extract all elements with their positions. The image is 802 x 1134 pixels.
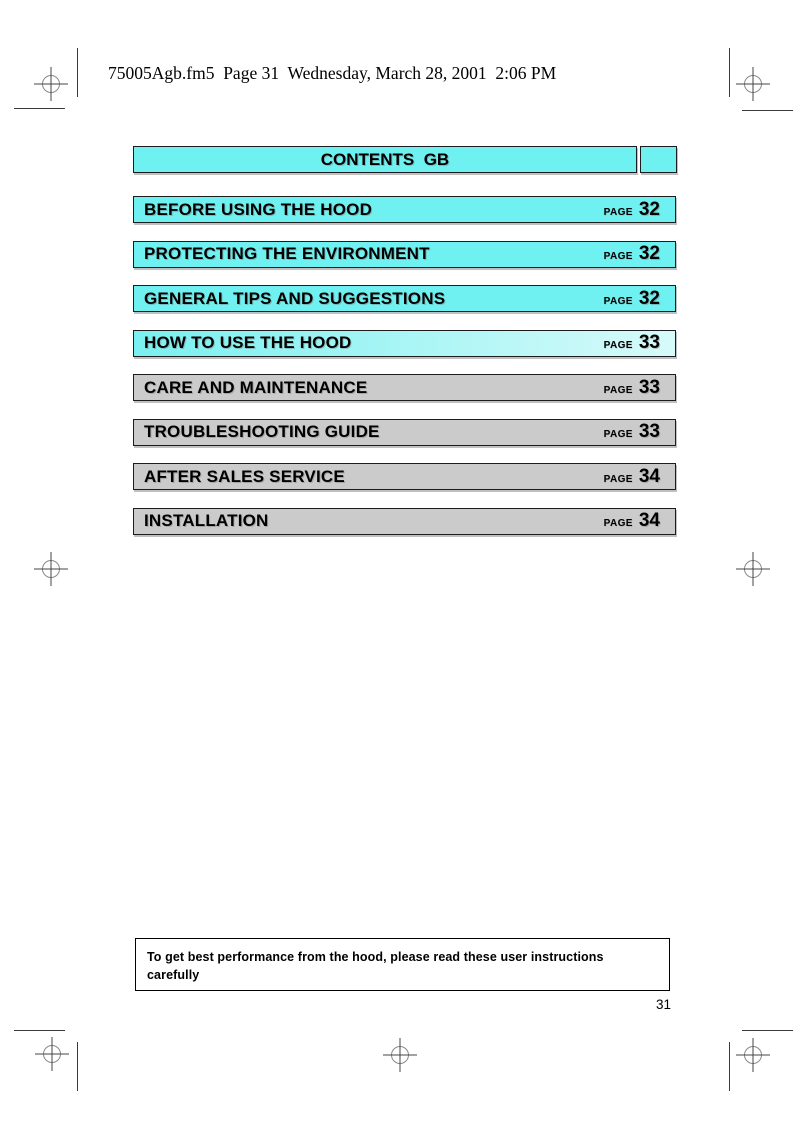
contents-side-box xyxy=(640,146,677,173)
crop-mark-line xyxy=(742,1030,793,1031)
toc-row xyxy=(133,241,676,268)
registration-mark-icon xyxy=(736,552,770,586)
page-label: PAGE xyxy=(603,429,633,440)
contents-title-bar xyxy=(133,146,637,173)
note-text: To get best performance from the hood, please read these user instructions carefully xyxy=(147,950,604,982)
page-label: PAGE xyxy=(603,518,633,529)
crop-mark-line xyxy=(729,48,730,97)
toc-list xyxy=(133,196,676,535)
registration-mark-icon xyxy=(383,1038,417,1072)
toc-entry-title: HOW TO USE THE HOOD xyxy=(144,333,352,352)
page-number-value: 32 xyxy=(638,287,660,309)
toc-row xyxy=(133,374,676,401)
registration-mark-icon xyxy=(736,67,770,101)
page-number-value: 34 xyxy=(638,465,660,487)
page-label: PAGE xyxy=(603,295,633,307)
registration-mark-icon xyxy=(35,1037,69,1071)
crop-mark-line xyxy=(729,1042,730,1091)
toc-entry-page xyxy=(604,421,660,443)
toc-entry-page xyxy=(604,199,660,221)
page-number-value: 33 xyxy=(638,332,660,353)
crop-mark-line xyxy=(14,1030,65,1031)
toc-row xyxy=(133,463,676,490)
toc-row xyxy=(133,508,676,535)
registration-mark-icon xyxy=(736,1038,770,1072)
toc-row xyxy=(133,419,676,446)
crop-mark-line xyxy=(77,48,78,97)
toc-entry-title: AFTER SALES SERVICE xyxy=(144,466,345,486)
page-number-value: 33 xyxy=(638,376,660,398)
toc-entry-page xyxy=(604,377,660,399)
page-number-value: 34 xyxy=(638,510,660,531)
toc-entry-page xyxy=(604,332,660,354)
toc-entry-page xyxy=(604,466,660,488)
toc-row xyxy=(133,285,676,312)
page-number-value: 32 xyxy=(638,243,660,264)
page-folio-number: 31 xyxy=(655,997,671,1012)
crop-mark-line xyxy=(742,110,793,111)
toc-entry-title: CARE AND MAINTENANCE xyxy=(144,377,368,397)
toc-entry-title: TROUBLESHOOTING GUIDE xyxy=(144,422,380,441)
toc-entry-page xyxy=(604,288,660,310)
note-box xyxy=(135,938,670,991)
page-label: PAGE xyxy=(603,340,633,351)
toc-entry-title: GENERAL TIPS AND SUGGESTIONS xyxy=(144,288,446,308)
toc-entry-title: BEFORE USING THE HOOD xyxy=(144,199,373,219)
page-label: PAGE xyxy=(603,251,633,262)
toc-entry-page xyxy=(604,510,660,532)
toc-row xyxy=(133,196,676,223)
toc-row xyxy=(133,330,676,357)
page-number-value: 33 xyxy=(638,421,660,442)
page-number-value: 32 xyxy=(638,198,660,220)
crop-mark-line xyxy=(14,108,65,109)
registration-mark-icon xyxy=(34,67,68,101)
toc-entry-page xyxy=(604,243,660,265)
page-label: PAGE xyxy=(603,384,633,396)
document-header-line: 75005Agb.fm5 Page 31 Wednesday, March 28, 2001 2:06 PM xyxy=(108,63,557,83)
crop-mark-line xyxy=(77,1042,78,1091)
toc-entry-title: PROTECTING THE ENVIRONMENT xyxy=(144,244,430,263)
toc-entry-title: INSTALLATION xyxy=(144,511,269,530)
contents-title: CONTENTS GB xyxy=(320,149,450,169)
page-label: PAGE xyxy=(603,206,633,218)
registration-mark-icon xyxy=(34,552,68,586)
page-label: PAGE xyxy=(603,473,633,485)
